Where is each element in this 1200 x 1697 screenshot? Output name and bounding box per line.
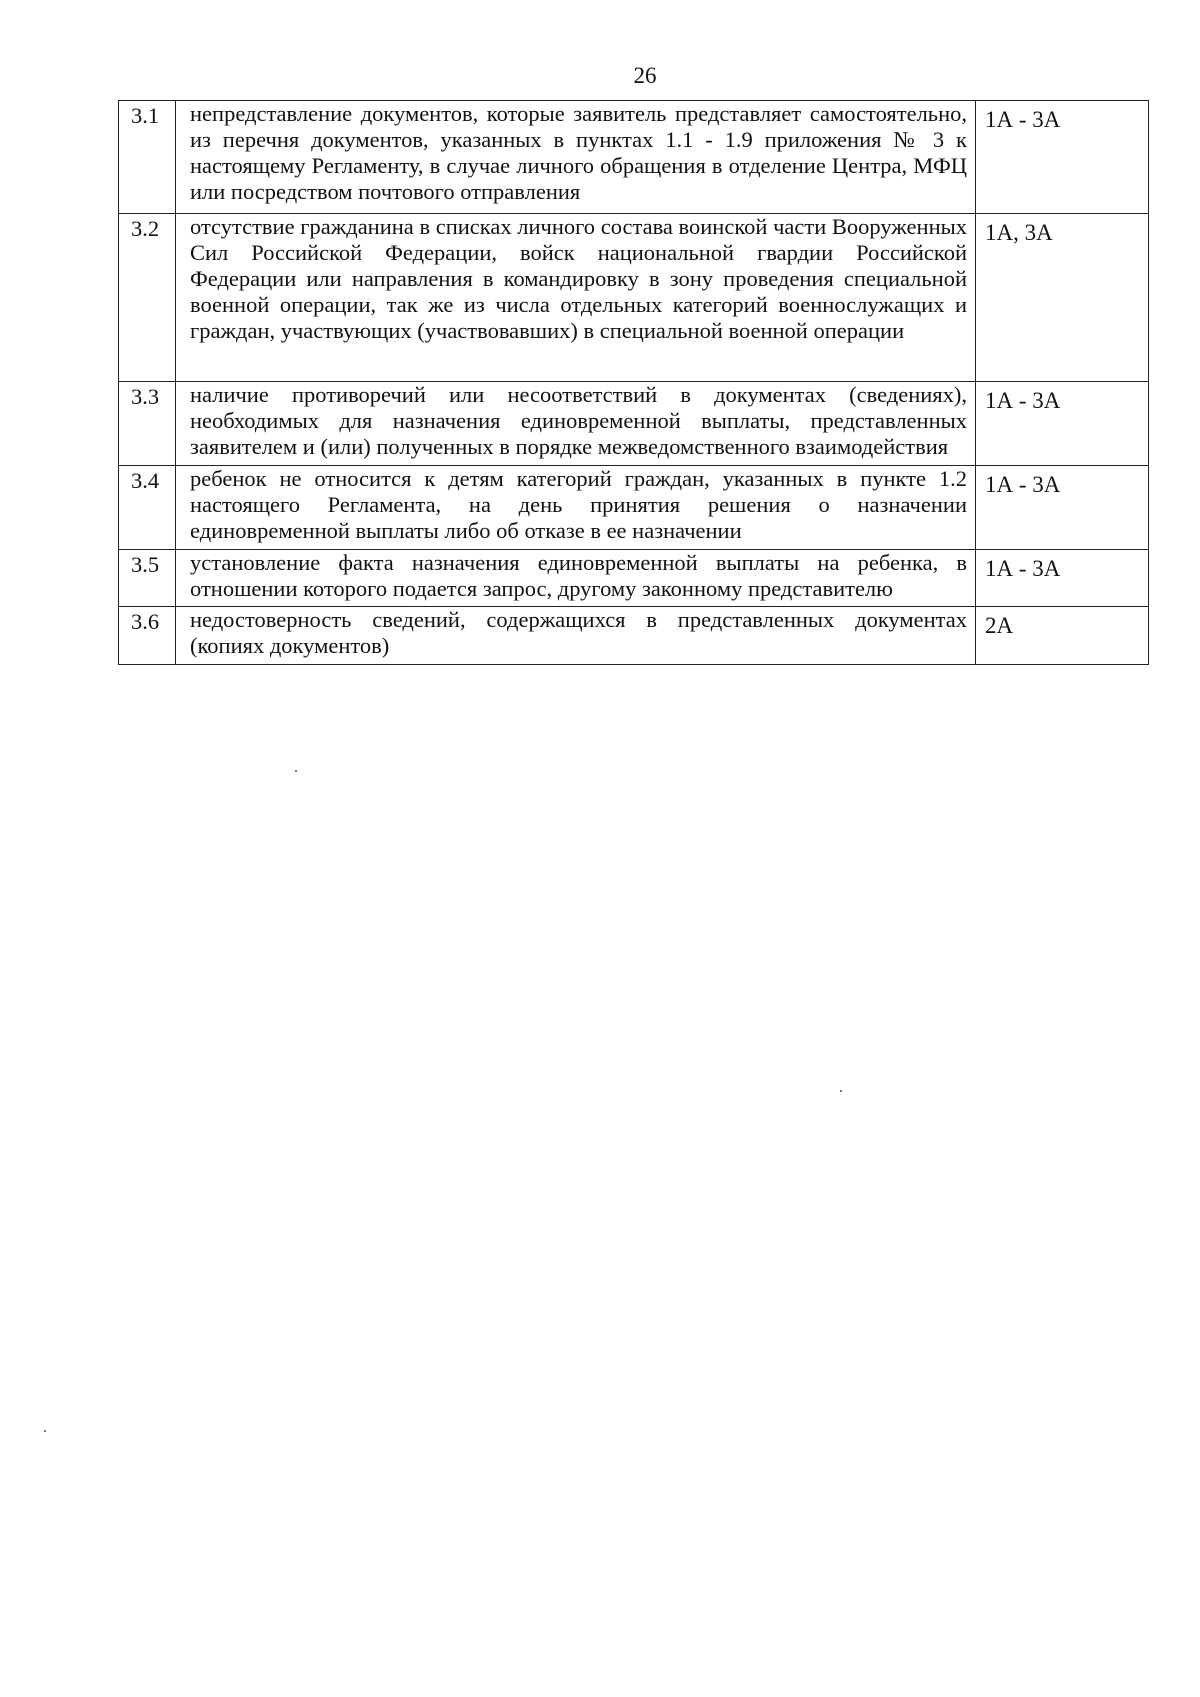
row-code: 2А	[976, 607, 1149, 665]
row-code: 1А - 3А	[976, 382, 1149, 466]
row-text: непредставление документов, которые заявитель представляет самостоятельно, из перечня документов, указанных в пунктах 1.1 - 1.9 приложения № 3 к настоящему Регламенту, в случае личного обращения в отделение Центра, МФЦ или посредством почтового отправления	[176, 101, 976, 214]
scan-speck	[295, 770, 297, 772]
row-code: 1А, 3А	[976, 214, 1149, 382]
row-number: 3.3	[119, 382, 176, 466]
row-text: недостоверность сведений, содержащихся в представленных документах (копиях документов)	[176, 607, 976, 665]
row-text: установление факта назначения единовременной выплаты на ребенка, в отношении которого подается запрос, другому законному представителю	[176, 550, 976, 607]
row-code: 1А - 3А	[976, 101, 1149, 214]
row-number: 3.4	[119, 466, 176, 550]
page-number: 26	[633, 63, 657, 88]
grounds-table	[118, 100, 1149, 665]
scan-speck	[44, 1430, 46, 1432]
table-row	[119, 466, 1149, 550]
row-text: отсутствие гражданина в списках личного состава воинской части Вооруженных Сил Российской Федерации, войск национальной гвардии Российской Федерации или направления в командировку в зону проведения специальной военной операции, так же из числа отдельных категорий военнослужащих и граждан, участвующих (участвовавших) в специальной военной операции	[176, 214, 976, 382]
scan-speck	[840, 1090, 842, 1092]
row-number: 3.6	[119, 607, 176, 665]
table-row	[119, 382, 1149, 466]
row-number: 3.1	[119, 101, 176, 214]
row-code: 1А - 3А	[976, 466, 1149, 550]
row-code: 1А - 3А	[976, 550, 1149, 607]
row-number: 3.5	[119, 550, 176, 607]
table-row	[119, 550, 1149, 607]
table-row	[119, 607, 1149, 665]
row-number: 3.2	[119, 214, 176, 382]
table-row	[119, 214, 1149, 382]
table-row	[119, 101, 1149, 214]
row-text: ребенок не относится к детям категорий граждан, указанных в пункте 1.2 настоящего Регламента, на день принятия решения о назначении единовременной выплаты либо об отказе в ее назначении	[176, 466, 976, 550]
row-text: наличие противоречий или несоответствий в документах (сведениях), необходимых для назначения единовременной выплаты, представленных заявителем и (или) полученных в порядке межведомственного взаимодействия	[176, 382, 976, 466]
